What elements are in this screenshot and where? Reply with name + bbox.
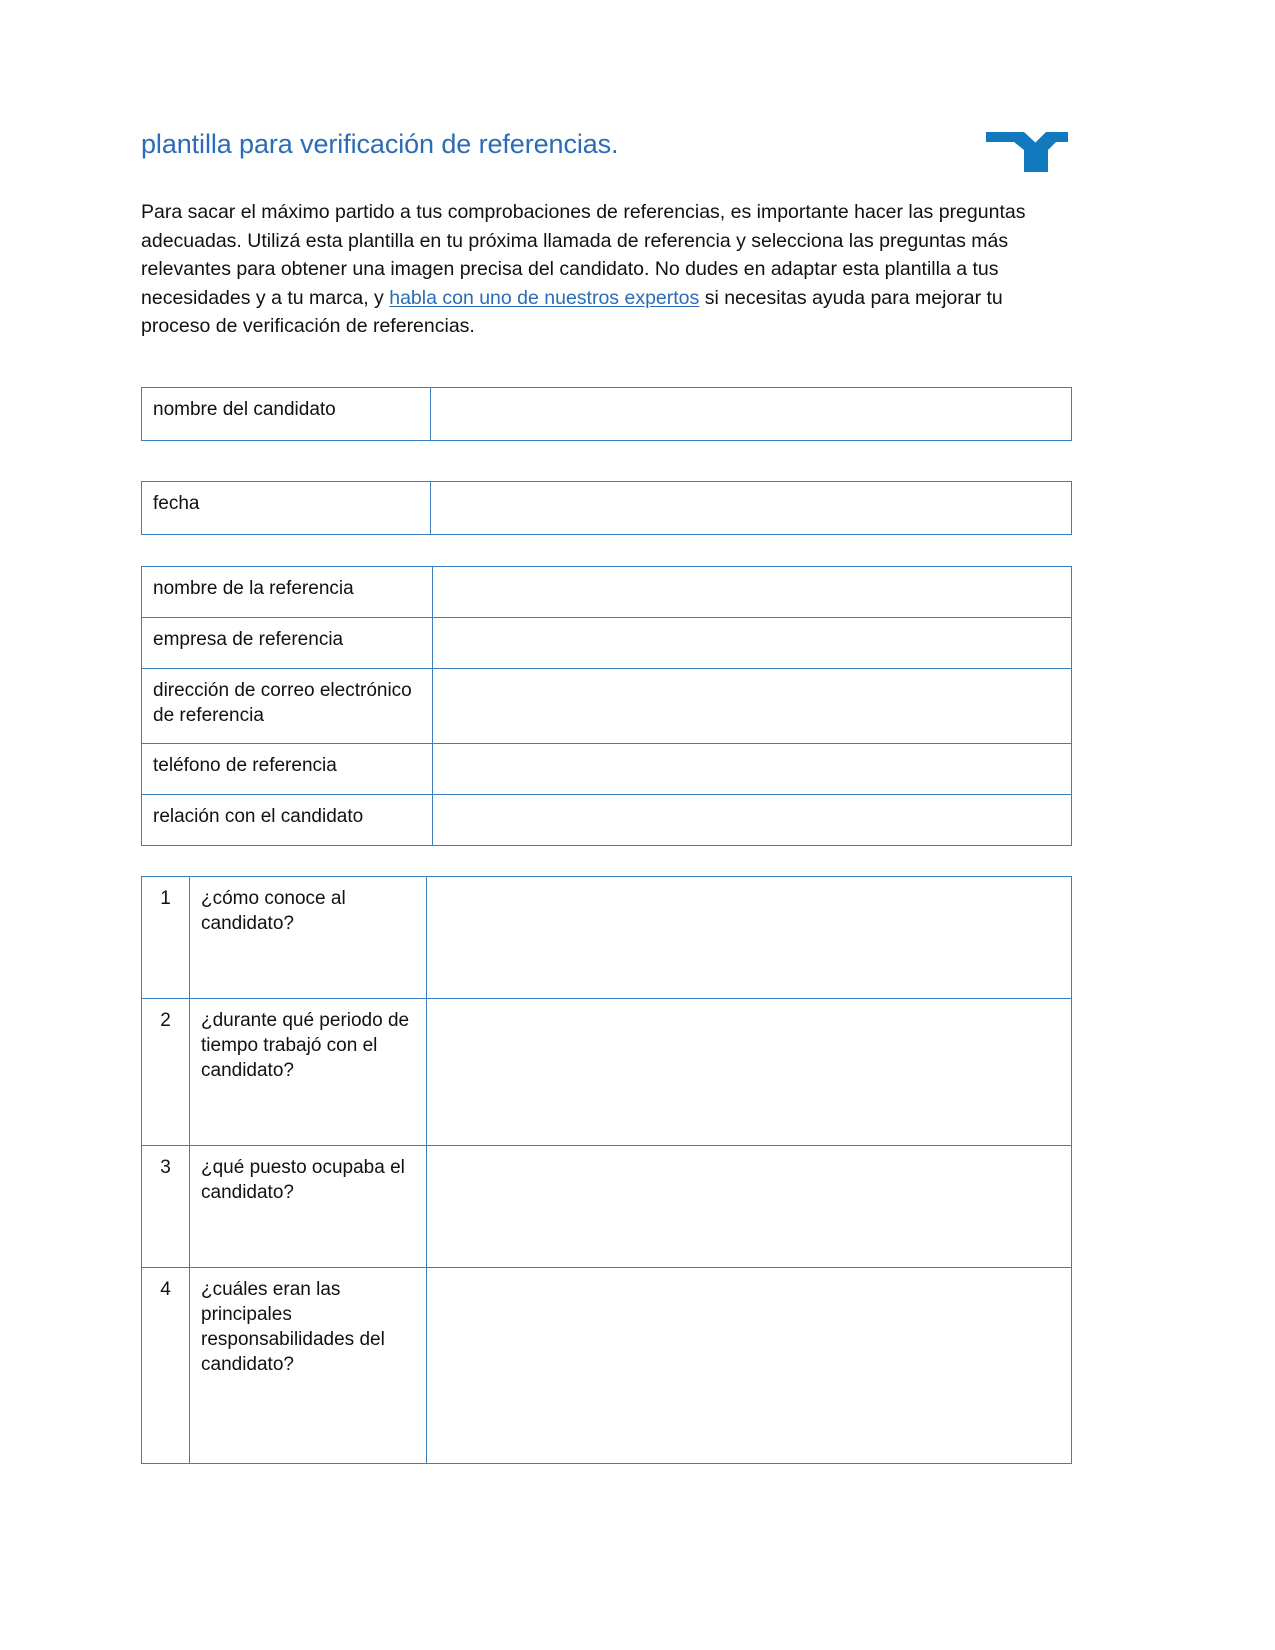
table-row	[142, 1145, 1072, 1267]
page-title: plantilla para verificación de referencias.	[141, 129, 619, 159]
table-row	[142, 743, 1072, 794]
document-content	[141, 128, 1072, 1464]
candidate-name-label: nombre del candidato	[142, 387, 431, 440]
question-answer-field[interactable]	[427, 1267, 1072, 1463]
table-row	[142, 481, 1072, 534]
spacer	[141, 441, 1072, 481]
question-number: 2	[142, 998, 190, 1145]
table-row	[142, 1267, 1072, 1463]
questions-table	[141, 876, 1072, 1464]
intro-text-part1: Para sacar el máximo partido a tus comprobaciones de referencias, es importante hacer las preguntas adecuadas. Utilizá esta plantilla en tu próxima llamada de referencia y selecciona las preguntas más relevantes para obtener una imagen precisa del candidato. No dudes en adaptar esta plantilla a tus necesidades y a tu marca, y	[141, 201, 1026, 309]
date-label: fecha	[142, 481, 431, 534]
document-header	[141, 128, 1072, 180]
reference-email-label: dirección de correo electrónico de referencia	[142, 668, 433, 743]
reference-name-field[interactable]	[433, 566, 1072, 617]
question-answer-field[interactable]	[427, 1145, 1072, 1267]
randstad-logo	[984, 130, 1070, 174]
table-row	[142, 617, 1072, 668]
reference-relationship-field[interactable]	[433, 794, 1072, 845]
reference-phone-label: teléfono de referencia	[142, 743, 433, 794]
intro-paragraph	[141, 198, 1070, 341]
table-row	[142, 998, 1072, 1145]
candidate-name-table	[141, 387, 1072, 441]
reference-name-label: nombre de la referencia	[142, 566, 433, 617]
candidate-name-field[interactable]	[431, 387, 1072, 440]
question-text: ¿cómo conoce al candidato?	[190, 876, 427, 998]
date-table	[141, 481, 1072, 535]
question-answer-field[interactable]	[427, 998, 1072, 1145]
question-text: ¿durante qué periodo de tiempo trabajó con el candidato?	[190, 998, 427, 1145]
reference-relationship-label: relación con el candidato	[142, 794, 433, 845]
date-field[interactable]	[431, 481, 1072, 534]
reference-info-table	[141, 566, 1072, 846]
table-row	[142, 876, 1072, 998]
reference-company-field[interactable]	[433, 617, 1072, 668]
question-answer-field[interactable]	[427, 876, 1072, 998]
question-number: 4	[142, 1267, 190, 1463]
question-text: ¿cuáles eran las principales responsabilidades del candidato?	[190, 1267, 427, 1463]
experts-link[interactable]: habla con uno de nuestros expertos	[389, 286, 700, 309]
table-row	[142, 794, 1072, 845]
intro-text-part2: si necesitas ayuda para mejorar tu proceso de verificación de referencias.	[141, 286, 1003, 337]
reference-phone-field[interactable]	[433, 743, 1072, 794]
table-row	[142, 668, 1072, 743]
reference-company-label: empresa de referencia	[142, 617, 433, 668]
question-text: ¿qué puesto ocupaba el candidato?	[190, 1145, 427, 1267]
form-tables	[141, 387, 1072, 1464]
table-row	[142, 387, 1072, 440]
reference-email-field[interactable]	[433, 668, 1072, 743]
table-row	[142, 566, 1072, 617]
question-number: 1	[142, 876, 190, 998]
spacer	[141, 535, 1072, 566]
spacer	[141, 846, 1072, 876]
question-number: 3	[142, 1145, 190, 1267]
